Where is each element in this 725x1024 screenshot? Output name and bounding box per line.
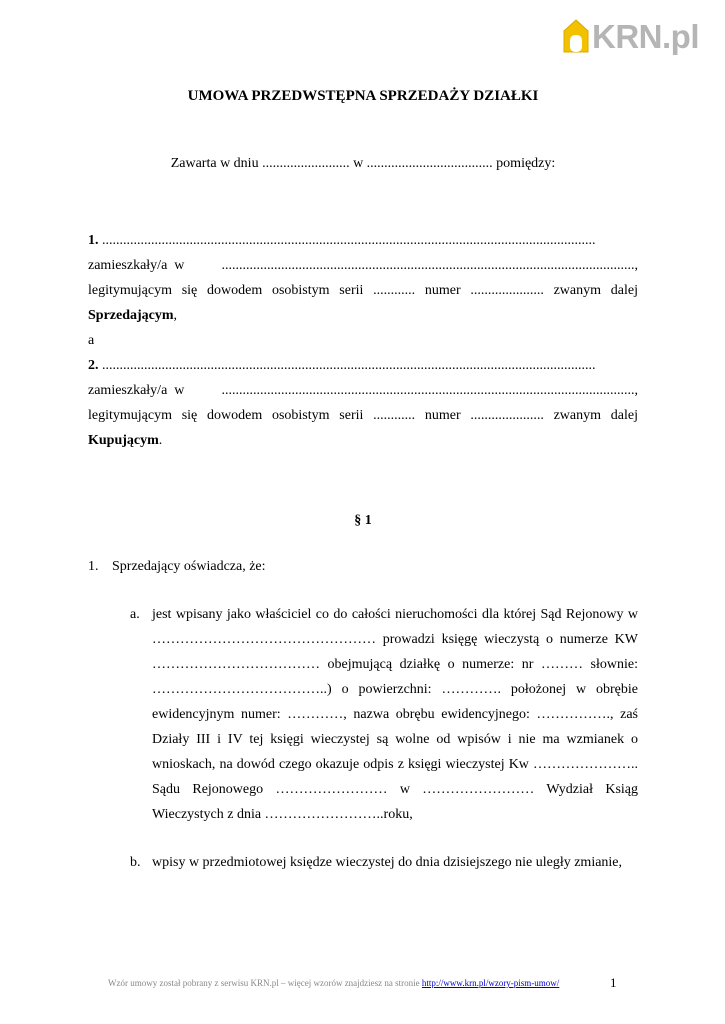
party-2-number: 2. xyxy=(88,358,99,373)
id-word: zwanym xyxy=(553,283,602,298)
party-1-role-line xyxy=(88,303,638,328)
id-word: dalej xyxy=(610,283,638,298)
party-2-address-label: zamieszkały/a w xyxy=(88,383,185,398)
conjunction: a xyxy=(88,333,95,348)
sub-item-label: b. xyxy=(130,855,141,870)
party-2-address-line xyxy=(88,378,638,403)
id-word: legitymującym xyxy=(88,408,172,423)
id-word: osobistym xyxy=(271,408,330,423)
id-series-dots: ............ xyxy=(373,283,416,298)
party-2 xyxy=(88,353,638,453)
party-1-address-label: zamieszkały/a w xyxy=(88,258,185,273)
id-word: numer xyxy=(424,408,461,423)
footer-text: Wzór umowy został pobrany z serwisu KRN.pl – więcej wzorów znajdziesz na stronie xyxy=(108,978,422,988)
sub-item-label: a. xyxy=(130,607,140,622)
party-1-number: 1. xyxy=(88,233,99,248)
sub-item-text: wpisy w przedmiotowej księdze wieczystej do dnia dzisiejszego nie uległy zmianie, xyxy=(152,855,623,870)
id-word: serii xyxy=(339,283,364,298)
party-1-name-line xyxy=(88,228,638,253)
sub-item-a xyxy=(130,602,638,827)
party-2-role-line xyxy=(88,428,638,453)
footer-link[interactable]: http://www.krn.pl/wzory-pism-umow/ xyxy=(421,978,560,988)
party-2-id-line xyxy=(88,403,638,428)
party-2-name-line xyxy=(88,353,638,378)
id-series-dots: ............ xyxy=(373,408,416,423)
sub-item-text: jest wpisany jako właściciel co do całości nieruchomości dla której Sąd Rejonowy w ………………………………………… prowadzi księgę wieczystą o numerze KW ……………………………… obejmującą działkę o numerze: nr ……… słownie: ………………………………..) o powierzchni: …………. położonej w obrębie ewidencyjnym numer: …………, nazwa obrębu ewidencyjnego: ……………., zaś Działy III i IV tej księgi wieczystej są wolne od wpisów i nie ma wzmianek o wnioskach, na dowód czego okazuje odpis z księgi wieczystej Kw ………………….. Sądu Rejonowego …………………… w …………………… Wydział Ksiąg Wieczystych z dnia ……………………..roku, xyxy=(152,607,638,822)
footer-note xyxy=(108,978,628,988)
party-1-id-line xyxy=(88,278,638,303)
party-1-role: Sprzedającym xyxy=(88,308,174,323)
id-word: zwanym xyxy=(553,408,602,423)
id-word: numer xyxy=(424,283,461,298)
punctuation: , xyxy=(173,308,178,323)
party-1-address-dots: ......................................................................................................................, xyxy=(221,258,638,273)
id-word: serii xyxy=(339,408,364,423)
id-word: dalej xyxy=(610,408,638,423)
id-number-dots: ..................... xyxy=(470,283,544,298)
party-1-name-dots: ............................................................................................................................................. xyxy=(102,233,596,248)
id-word: legitymującym xyxy=(88,283,172,298)
krn-logo[interactable] xyxy=(563,14,713,58)
document-title: UMOWA PRZEDWSTĘPNA SPRZEDAŻY DZIAŁKI xyxy=(187,88,539,104)
party-2-address-dots: ......................................................................................................................, xyxy=(221,383,638,398)
list-item-text: Sprzedający oświadcza, że: xyxy=(112,559,266,574)
party-1-address-line xyxy=(88,253,638,278)
section-heading: § 1 xyxy=(354,513,372,528)
list-item-1 xyxy=(88,559,266,575)
page-number: 1 xyxy=(610,975,617,990)
party-2-name-dots: ............................................................................................................................................. xyxy=(102,358,596,373)
party-2-role: Kupującym xyxy=(88,433,159,448)
list-item-number: 1. xyxy=(88,559,99,574)
party-1 xyxy=(88,228,638,353)
punctuation: . xyxy=(158,433,163,448)
id-word: dowodem xyxy=(207,283,263,298)
id-word: dowodem xyxy=(207,408,263,423)
id-number-dots: ..................... xyxy=(470,408,544,423)
logo-text: KRN.pl xyxy=(592,17,699,55)
sub-item-b xyxy=(130,850,638,875)
house-icon xyxy=(563,18,589,54)
contract-intro: Zawarta w dniu ......................... w .................................... pomiędzy: xyxy=(170,156,556,171)
id-word: się xyxy=(181,408,198,423)
id-word: osobistym xyxy=(271,283,330,298)
id-word: się xyxy=(181,283,198,298)
